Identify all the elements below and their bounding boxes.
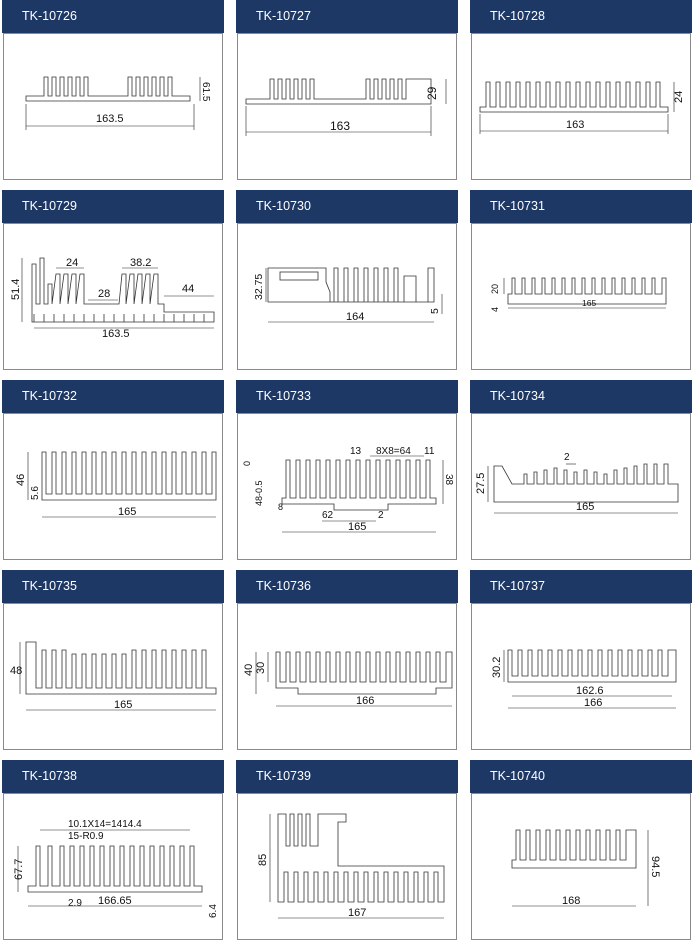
dim-width: 166 (584, 697, 603, 709)
dim-width: 167 (348, 907, 367, 919)
dim-height: 61.5 (200, 82, 211, 102)
product-card-tk-10739 (236, 760, 458, 940)
profile-drawing (237, 603, 457, 750)
profile-drawing (471, 603, 691, 750)
dim-fin-left: 24 (66, 257, 79, 269)
dim-width: 165 (118, 506, 137, 518)
dim-fin-pitch: 8X8=64 (376, 446, 411, 457)
card-title: TK-10732 (2, 380, 224, 413)
card-title: TK-10733 (236, 380, 458, 413)
dim-fin-end: 11 (424, 446, 435, 457)
dim-base: 5.6 (30, 486, 41, 500)
product-card-tk-10726 (2, 0, 224, 180)
dim-inner-width: 162.6 (576, 685, 604, 697)
card-title: TK-10735 (2, 570, 224, 603)
dim-height: 29 (425, 86, 439, 100)
dim-width: 165 (348, 521, 367, 533)
card-title: TK-10737 (470, 570, 692, 603)
dim-width: 163 (566, 119, 585, 131)
profile-drawing (3, 223, 223, 370)
profile-drawing (471, 793, 691, 940)
dim-width: 165 (114, 699, 133, 711)
dim-base: 8 (278, 502, 284, 512)
dim-base: 6.4 (208, 904, 219, 918)
dim-width: 166 (356, 695, 375, 707)
dim-height: 94.5 (649, 856, 661, 878)
dim-width: 165 (576, 501, 595, 513)
dim-fin-width: 2.9 (68, 898, 82, 909)
profile-drawing (237, 793, 457, 940)
dim-height: 48-0.5 (254, 480, 264, 506)
dim-height: 27.5 (475, 472, 487, 494)
dim-width: 163.5 (102, 328, 130, 340)
product-card-tk-10728 (470, 0, 692, 180)
profile-drawing (3, 603, 223, 750)
product-card-tk-10736 (236, 570, 458, 750)
card-title: TK-10728 (470, 0, 692, 33)
dim-gap: 28 (98, 288, 111, 300)
product-card-tk-10738 (2, 760, 224, 940)
dim-height: 46 (15, 473, 27, 486)
dim-height: 30.2 (491, 656, 503, 678)
dim-width: 163.5 (96, 113, 124, 125)
dim-height: 40 (243, 663, 255, 676)
profile-drawing (3, 793, 223, 940)
product-card-tk-10731 (470, 190, 692, 370)
card-title: TK-10734 (470, 380, 692, 413)
profile-drawing (471, 413, 691, 560)
dim-fin-pattern: 10.1X14=1414.4 (68, 819, 142, 830)
profile-drawing (3, 33, 223, 180)
dim-width: 164 (346, 311, 365, 323)
dim-height: 24 (673, 90, 685, 103)
profile-drawing (471, 33, 691, 180)
dim-width: 163 (330, 119, 351, 133)
profile-drawing (237, 223, 457, 370)
product-card-tk-10740 (470, 760, 692, 940)
dim-fin-spacing: 13 (350, 446, 362, 457)
product-card-tk-10727 (236, 0, 458, 180)
profile-drawing (471, 223, 691, 370)
dim-height: 51.4 (10, 278, 22, 300)
dim-height: 20 (490, 283, 500, 294)
product-card-tk-10732 (2, 380, 224, 560)
dim-height: 32.75 (253, 273, 265, 300)
card-title: TK-10738 (2, 760, 224, 793)
profile-drawing (237, 413, 457, 560)
dim-base: 4 (490, 306, 500, 312)
dim-center: 62 (322, 510, 334, 521)
dim-height: 48 (10, 665, 23, 677)
dim-slot: 2 (378, 510, 384, 521)
profile-drawing (237, 33, 457, 180)
card-title: TK-10727 (236, 0, 458, 33)
dim-height: 67.7 (13, 858, 25, 880)
product-card-tk-10734 (470, 380, 692, 560)
dim-height: 85 (257, 853, 269, 866)
dim-fin-height: 30 (255, 661, 267, 674)
card-title: TK-10739 (236, 760, 458, 793)
profile-drawing (3, 413, 223, 560)
dim-base: 5 (429, 308, 441, 314)
card-title: TK-10740 (470, 760, 692, 793)
card-title: TK-10736 (236, 570, 458, 603)
dim-tolerance: 0 (242, 460, 252, 466)
dim-right: 44 (182, 283, 195, 295)
product-card-tk-10735 (2, 570, 224, 750)
product-card-tk-10730 (236, 190, 458, 370)
dim-width: 165 (582, 298, 597, 308)
dim-fin-right: 38.2 (130, 257, 152, 269)
card-title: TK-10729 (2, 190, 224, 223)
dim-width: 168 (562, 895, 581, 907)
dim-fin-height: 38 (443, 474, 454, 486)
product-card-tk-10737 (470, 570, 692, 750)
dim-fillet: 15-R0.9 (68, 831, 104, 842)
product-card-tk-10729 (2, 190, 224, 370)
card-title: TK-10730 (236, 190, 458, 223)
dim-fin: 2 (564, 452, 570, 463)
card-title: TK-10726 (2, 0, 224, 33)
dim-width: 166.65 (98, 895, 132, 907)
card-title: TK-10731 (470, 190, 692, 223)
product-card-tk-10733 (236, 380, 458, 560)
